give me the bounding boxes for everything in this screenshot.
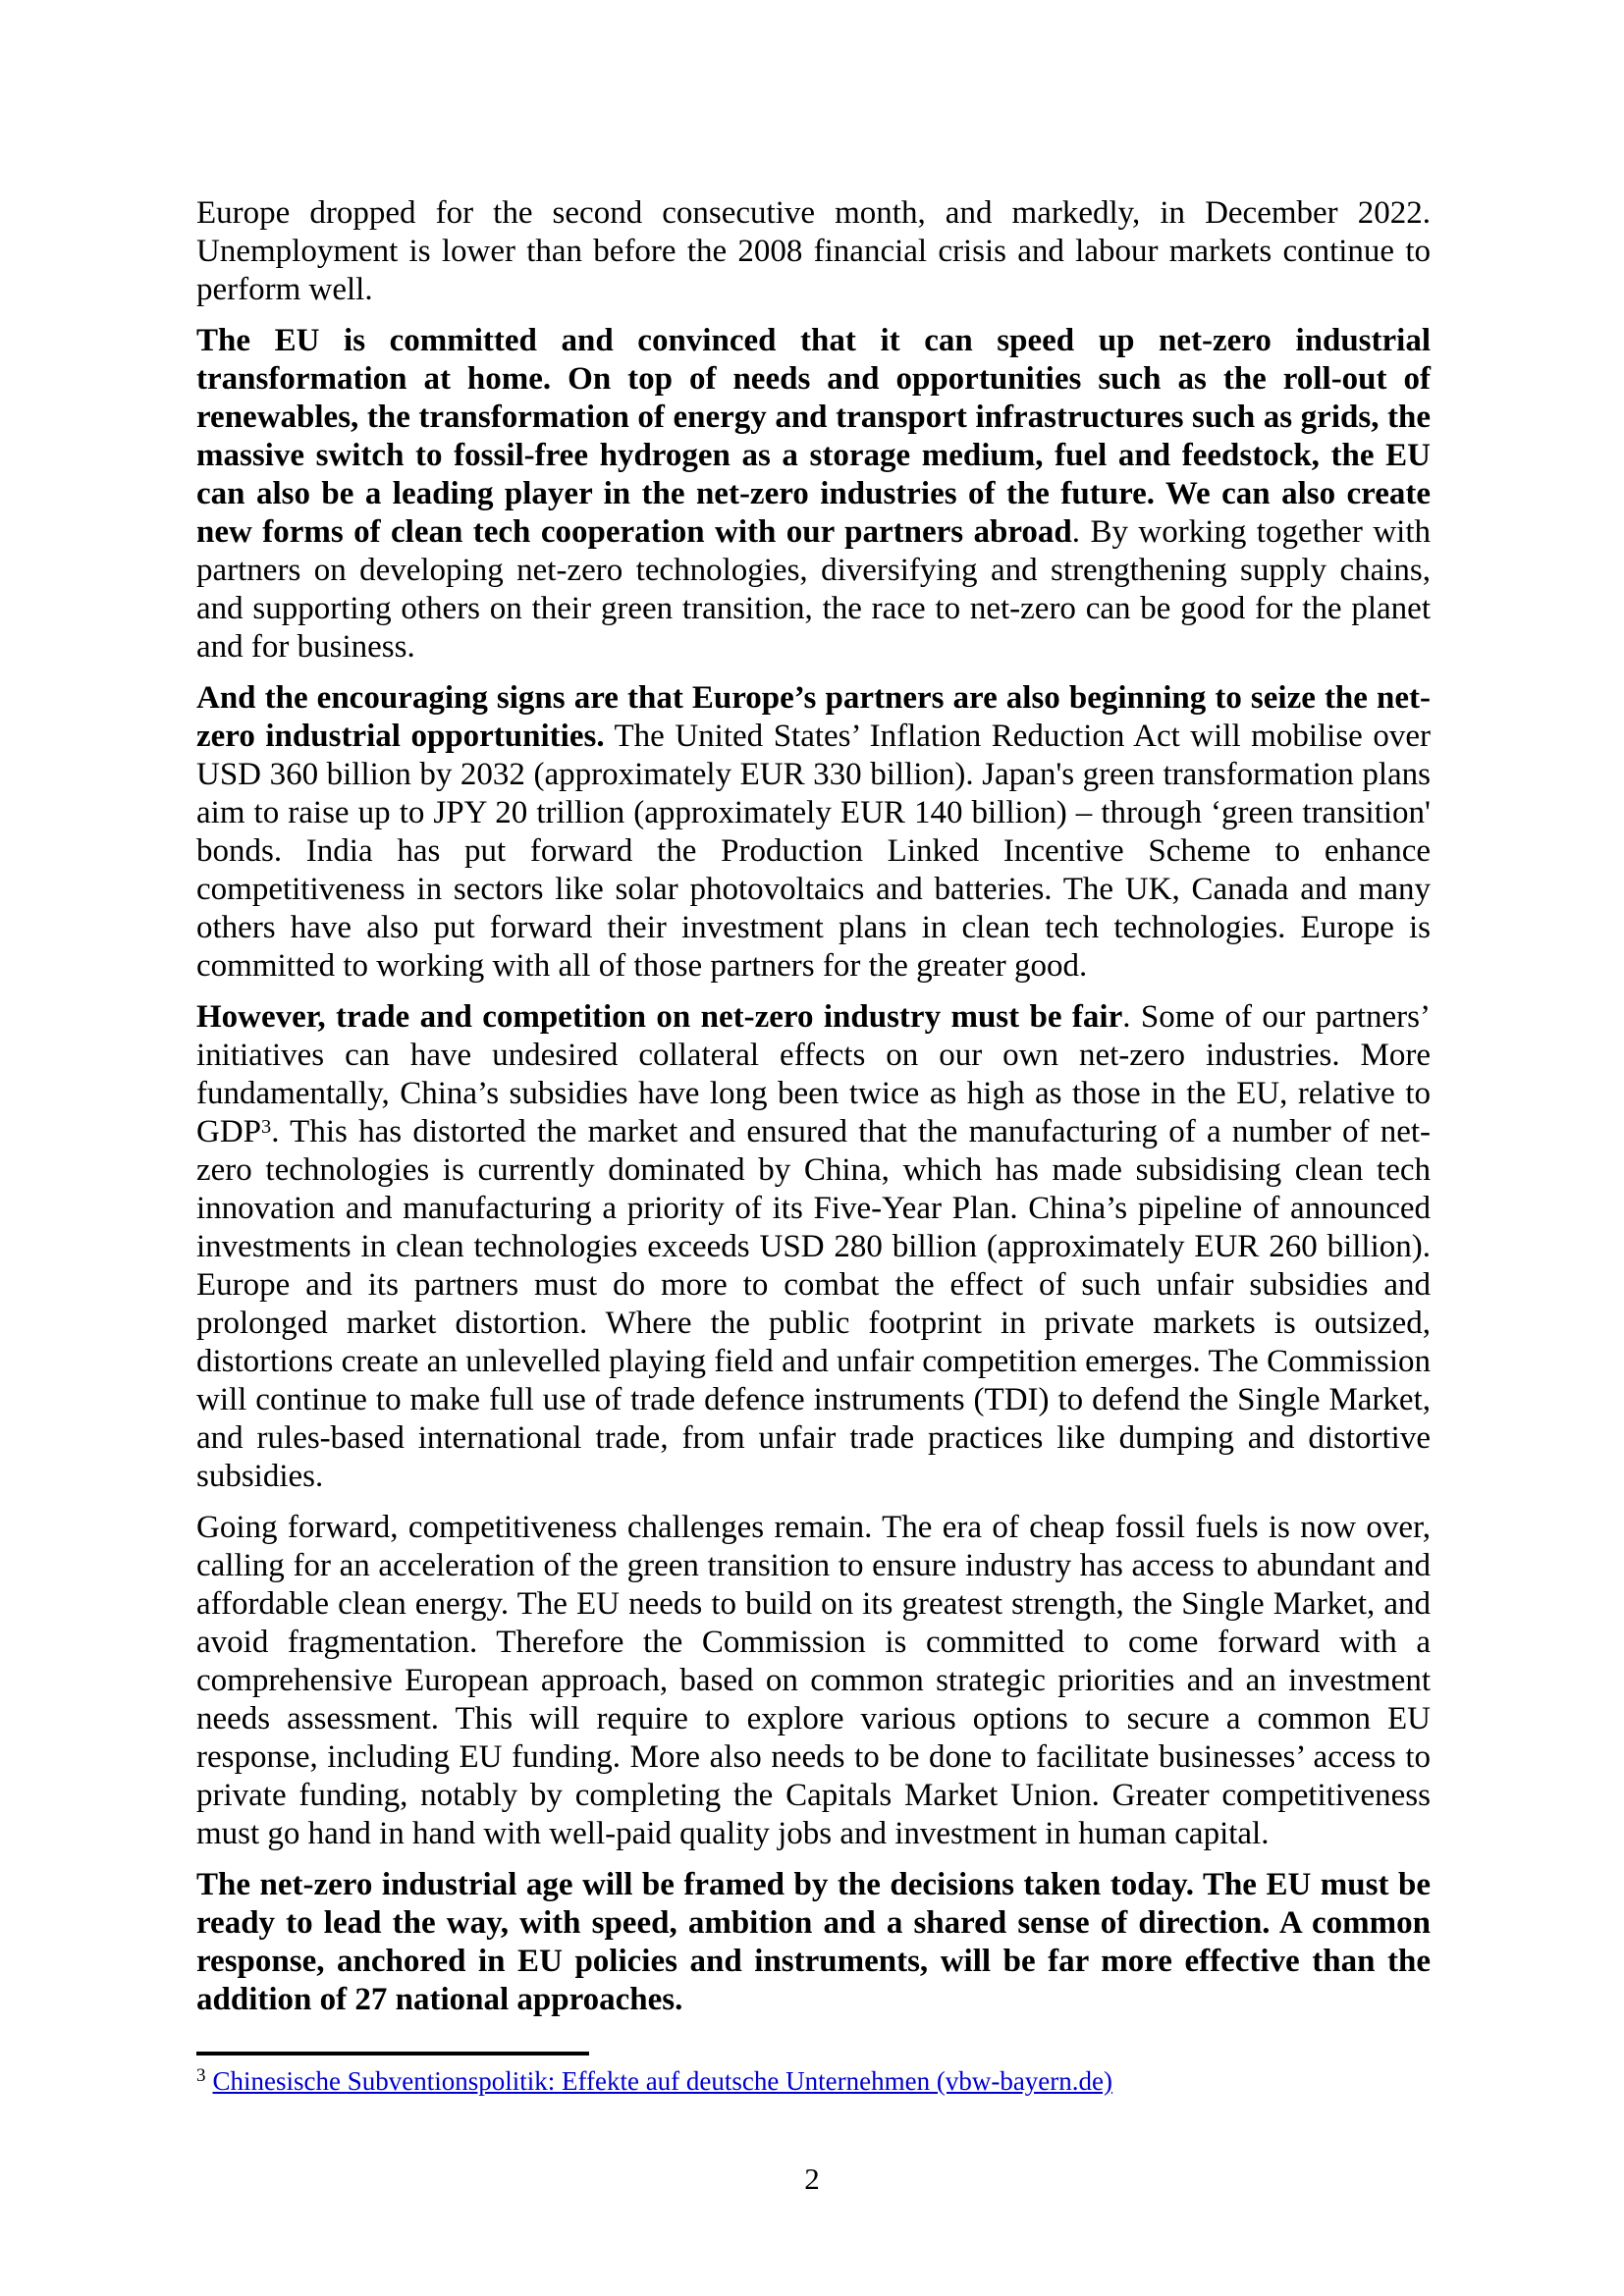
paragraph-6-bold-text: The net-zero industrial age will be framed by the decisions taken today. The EU must be ready to lead the way, with speed, ambition and a shared sense of direction. A common response, anchored in EU policies and instruments, will be far more effective than the addition of 27 national approaches. <box>196 1867 1431 2017</box>
paragraph-5 <box>196 1509 1431 1853</box>
paragraph-4-bold-text: However, trade and competition on net-zero industry must be fair <box>196 999 1123 1035</box>
paragraph-3-text: The United States’ Inflation Reduction Act will mobilise over USD 360 billion by 2032 (approximately EUR 330 billion). Japan's green transformation plans aim to raise up to JPY 20 trillion (approximately EUR 140 billion) – through ‘green transition' bonds. India has put forward the Production Linked Incentive Scheme to enhance competitiveness in sectors like solar photovoltaics and batteries. The UK, Canada and many others have also put forward their investment plans in clean tech technologies. Europe is committed to working with all of those partners for the greater good. <box>196 719 1431 984</box>
paragraph-5-text: Going forward, competitiveness challenges remain. The era of cheap fossil fuels is now over, calling for an acceleration of the green transition to ensure industry has access to abundant and affordable clean energy. The EU needs to build on its greatest strength, the Single Market, and avoid fragmentation. Therefore the Commission is committed to come forward with a comprehensive European approach, based on common strategic priorities and an investment needs assessment. This will require to explore various options to secure a common EU response, including EU funding. More also needs to be done to facilitate businesses’ access to private funding, notably by completing the Capitals Market Union. Greater competitiveness must go hand in hand with well-paid quality jobs and investment in human capital. <box>196 1510 1431 1851</box>
paragraph-4-text-before-ref: . Some of our partners’ initiatives can have undesired collateral effects on our own net-zero industries. More fundamentally, China’s subsidies have long been twice as high as those in the EU, relative to GDP <box>196 999 1432 1149</box>
footnote-separator <box>196 2052 589 2056</box>
paragraph-2 <box>196 322 1431 667</box>
footnote-link[interactable]: Chinesische Subventionspolitik: Effekte auf deutsche Unternehmen (vbw-bayern.de) <box>212 2066 1112 2096</box>
body-text <box>196 194 1431 2032</box>
footnote-number: 3 <box>196 2064 206 2086</box>
paragraph-4-text-after-ref: . This has distorted the market and ensured that the manufacturing of a number of net-zero technologies is currently dominated by China, which has made subsidising clean tech innovation and manufacturing a priority of its Five-Year Plan. China’s pipeline of announced investments in clean technologies exceeds USD 280 billion (approximately EUR 260 billion). Europe and its partners must do more to combat the effect of such unfair subsidies and prolonged market distortion. Where the public footprint in private markets is outsized, distortions create an unlevelled playing field and unfair competition emerges. The Commission will continue to make full use of trade defence instruments (TDI) to defend the Single Market, and rules-based international trade, from unfair trade practices like dumping and distortive subsidies. <box>196 1114 1431 1494</box>
footnote <box>196 2064 1431 2098</box>
paragraph-6 <box>196 1866 1431 2019</box>
paragraph-2-bold-text: The EU is committed and convinced that it can speed up net-zero industrial transformation at home. On top of needs and opportunities such as the roll-out of renewables, the transformation of energy and transport infrastructures such as grids, the massive switch to fossil-free hydrogen as a storage medium, fuel and feedstock, the EU can also be a leading player in the net-zero industries of the future. We can also create new forms of clean tech cooperation with our partners abroad <box>196 323 1431 550</box>
page-number: 2 <box>804 2162 820 2196</box>
paragraph-4 <box>196 998 1431 1496</box>
paragraph-1-text: Europe dropped for the second consecutive month, and markedly, in December 2022. Unemployment is lower than before the 2008 financial crisis and labour markets continue to perform well. <box>196 195 1431 307</box>
paragraph-1 <box>196 194 1431 309</box>
footnote-area <box>196 2052 1431 2098</box>
footnote-ref-inline: 3 <box>261 1115 272 1138</box>
paragraph-3 <box>196 679 1431 986</box>
paragraph-2-text: . By working together with partners on developing net-zero technologies, diversifying and strengthening supply chains, and supporting others on their green transition, the race to net-zero can be good for the planet and for business. <box>196 514 1431 665</box>
paragraph-3-bold-text: And the encouraging signs are that Europe’s partners are also beginning to seize the net-zero industrial opportunities. <box>196 680 1431 754</box>
